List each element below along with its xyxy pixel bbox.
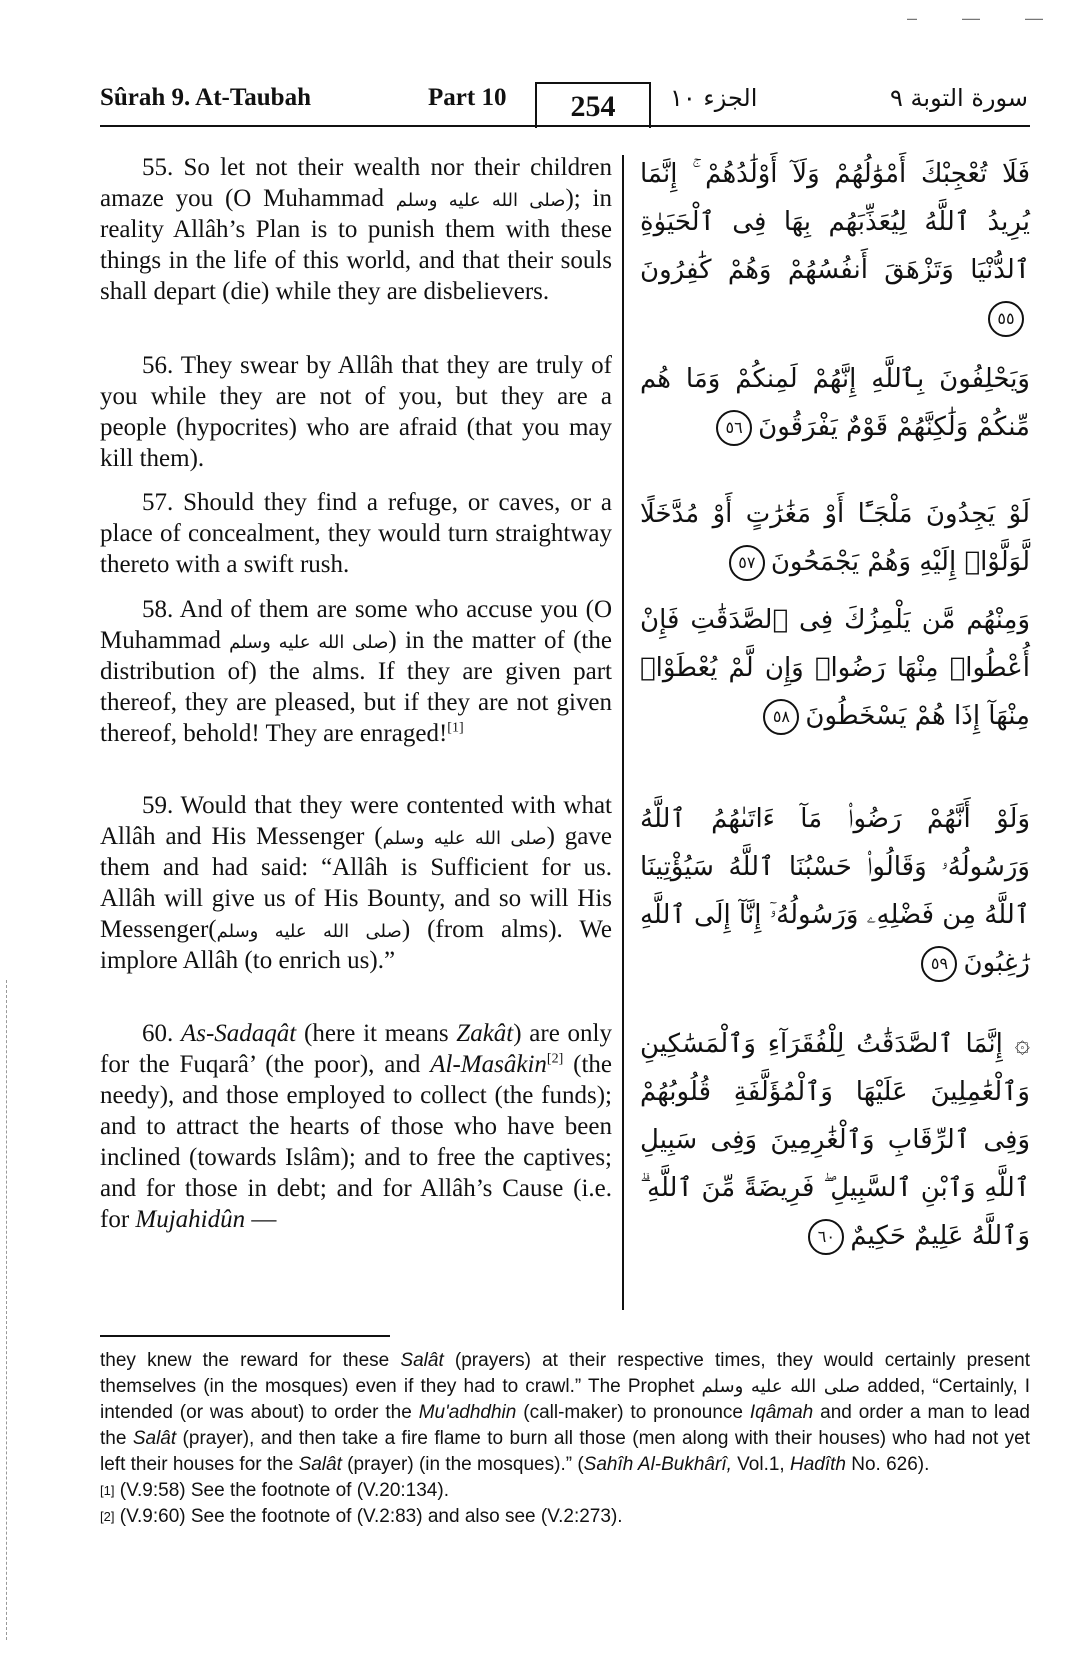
verse-55-en: 55. So let not their wealth nor their children amaze you (O Muhammad صلى الله عليه وسلم); in reality Allâh’s Plan is to punish them with these things in the life of this world, and that their souls shall depart (die) while they are disbelievers.: [100, 154, 612, 305]
page-number-box: [535, 82, 651, 128]
verse-57-en: 57. Should they find a refuge, or caves, or a place of concealment, they would turn straightway thereto with a swift rush.: [100, 489, 612, 578]
ayah-marker: ٦٠: [808, 1219, 844, 1255]
edge-marks: – — —: [906, 8, 1063, 28]
verse-55-ar: فَلَا تُعْجِبْكَ أَمْوَٰلُهُمْ وَلَآ أَوْلَٰدُهُمْ ۚ إِنَّمَا يُرِيدُ ٱللَّهُ لِيُعَذِّبَهُم بِهَا فِى ٱلْحَيَوٰةِ ٱلدُّنْيَا وَتَزْهَقَ أَنفُسُهُمْ وَهُمْ كَٰفِرُونَ٥٥: [640, 150, 1030, 342]
verse-60-ar: ۞ إِنَّمَا ٱلصَّدَقَٰتُ لِلْفُقَرَآءِ وَٱلْمَسَٰكِينِ وَٱلْعَٰمِلِينَ عَلَيْهَا وَٱلْمُؤَلَّفَةِ قُلُوبُهُمْ وَفِى ٱلرِّقَابِ وَٱلْغَٰرِمِينَ وَفِى سَبِيلِ ٱللَّهِ وَٱبْنِ ٱلسَّبِيلِ ۖ فَرِيضَةً مِّنَ ٱللَّهِ ۗ وَٱللَّهُ عَلِيمٌ حَكِيمٌ٦٠: [640, 1020, 1030, 1260]
verse-56-ar: وَيَحْلِفُونَ بِٱللَّهِ إِنَّهُمْ لَمِنكُمْ وَمَا هُم مِّنكُمْ وَلَٰكِنَّهُمْ قَوْمٌ يَفْرَقُونَ٥٦: [640, 355, 1030, 451]
ayah-marker: ٥٨: [763, 699, 799, 735]
ayah-marker: ٥٦: [716, 410, 752, 446]
footnote-mark: [1]: [100, 1483, 115, 1498]
footnotes: [100, 1348, 1030, 1530]
verse-59-ar: وَلَوْ أَنَّهُمْ رَضُوا۟ مَآ ءَاتَىٰهُمُ ٱللَّهُ وَرَسُولُهُۥ وَقَالُوا۟ حَسْبُنَا ٱللَّهُ سَيُؤْتِينَا ٱللَّهُ مِن فَضْلِهِۦ وَرَسُولُهُۥٓ إِنَّآ إِلَى ٱللَّهِ رَٰغِبُونَ٥٩: [640, 795, 1030, 987]
verse-58-ar: وَمِنْهُم مَّن يَلْمِزُكَ فِى ٱلصَّدَقَٰتِ فَإِنْ أُعْطُوا۟ مِنْهَا رَضُوا۟ وَإِن لَّمْ يُعْطَوْا۟ مِنْهَآ إِذَا هُمْ يَسْخَطُونَ٥٨: [640, 596, 1030, 740]
page-number: 254: [570, 90, 616, 123]
verse-number: 60.: [142, 1020, 174, 1047]
header-juz-ar: الجزء ١٠: [670, 84, 758, 112]
verse-57-ar: لَوْ يَجِدُونَ مَلْجَـًٔا أَوْ مَغَٰرَٰتٍ أَوْ مُدَّخَلًا لَّوَلَّوْا۟ إِلَيْهِ وَهُمْ يَجْمَحُونَ٥٧: [640, 490, 1030, 586]
column-divider: [622, 155, 624, 1310]
footnote-mark: [2]: [100, 1509, 115, 1524]
ayah-marker: ٥٥: [988, 301, 1024, 337]
header-part-en: Part 10: [428, 84, 507, 111]
salutation: صلى الله عليه وسلم: [701, 1376, 861, 1397]
verse-number: 56.: [142, 352, 174, 379]
verse-56-en: 56. They swear by Allâh that they are truly of you while they are not of you, but they are a people (hypocrites) who are afraid (that you may kill them).: [100, 352, 612, 472]
header-surah-ar: سورة التوبة ٩: [890, 84, 1028, 112]
verse-number: 55.: [142, 154, 174, 181]
footnote-ref[interactable]: [2]: [546, 1051, 564, 1067]
footnote-continuation: they knew the reward for these Salât (prayers) at their respective times, they would certainly present themselves (in the mosques) even if they had to crawl.” The Prophet صلى الله عليه وسلم added, “Certainly, I intended (or was about) to order the Mu'adhdhin (call-maker) to pronounce Iqâmah and order a man to lead the Salât (prayer), and then take a fire flame to burn all those (men along with their houses) who had not yet left their houses for the Salât (prayer) (in the mosques).” (Sahîh Al-Bukhârî, Vol.1, Hadîth No. 626).: [100, 1350, 1030, 1475]
salutation: صلى الله عليه وسلم: [216, 921, 402, 942]
salutation: صلى الله عليه وسلم: [395, 190, 566, 211]
verse-number: 57.: [142, 489, 174, 516]
salutation: صلى الله عليه وسلم: [229, 632, 389, 653]
ayah-marker: ٥٩: [921, 946, 957, 982]
salutation: صلى الله عليه وسلم: [382, 828, 547, 849]
verse-58-en: 58. And of them are some who accuse you (O Muhammad صلى الله عليه وسلم) in the matter of (the distribution of) the alms. If they are given part thereof, they are pleased, but if they are not given thereof, behold! They are enraged![1]: [100, 596, 612, 747]
ayah-marker: ٥٧: [729, 545, 765, 581]
verse-number: 59.: [142, 792, 174, 819]
verse-number: 58.: [142, 596, 174, 623]
footnote-1: [1] (V.9:58) See the footnote of (V.20:134).: [100, 1480, 449, 1501]
edge-ticks: [6, 980, 9, 1640]
verse-60-en: 60. As-Sadaqât (here it means Zakât) are only for the Fuqarâ’ (the poor), and Al-Masâkin[2] (the needy), and those employed to collect (the funds); and to attract the hearts of those who have been inclined (towards Islâm); and to free the captives; and for those in debt; and for Allâh’s Cause (i.e. for Mujahidûn —: [100, 1020, 612, 1233]
header-rule: [100, 125, 1030, 127]
footnote-rule: [100, 1335, 390, 1337]
verse-59-en: 59. Would that they were contented with what Allâh and His Messenger (صلى الله عليه وسلم) gave them and had said: “Allâh is Sufficient for us. Allâh will give us of His Bounty, and so will His Messenger(صلى الله عليه وسلم) (from alms). We implore Allâh (to enrich us).”: [100, 792, 613, 974]
footnote-ref[interactable]: [1]: [447, 720, 464, 736]
footnote-2: [2] (V.9:60) See the footnote of (V.2:83) and also see (V.2:273).: [100, 1506, 623, 1527]
header-surah-en: Sûrah 9. At-Taubah: [100, 84, 311, 111]
